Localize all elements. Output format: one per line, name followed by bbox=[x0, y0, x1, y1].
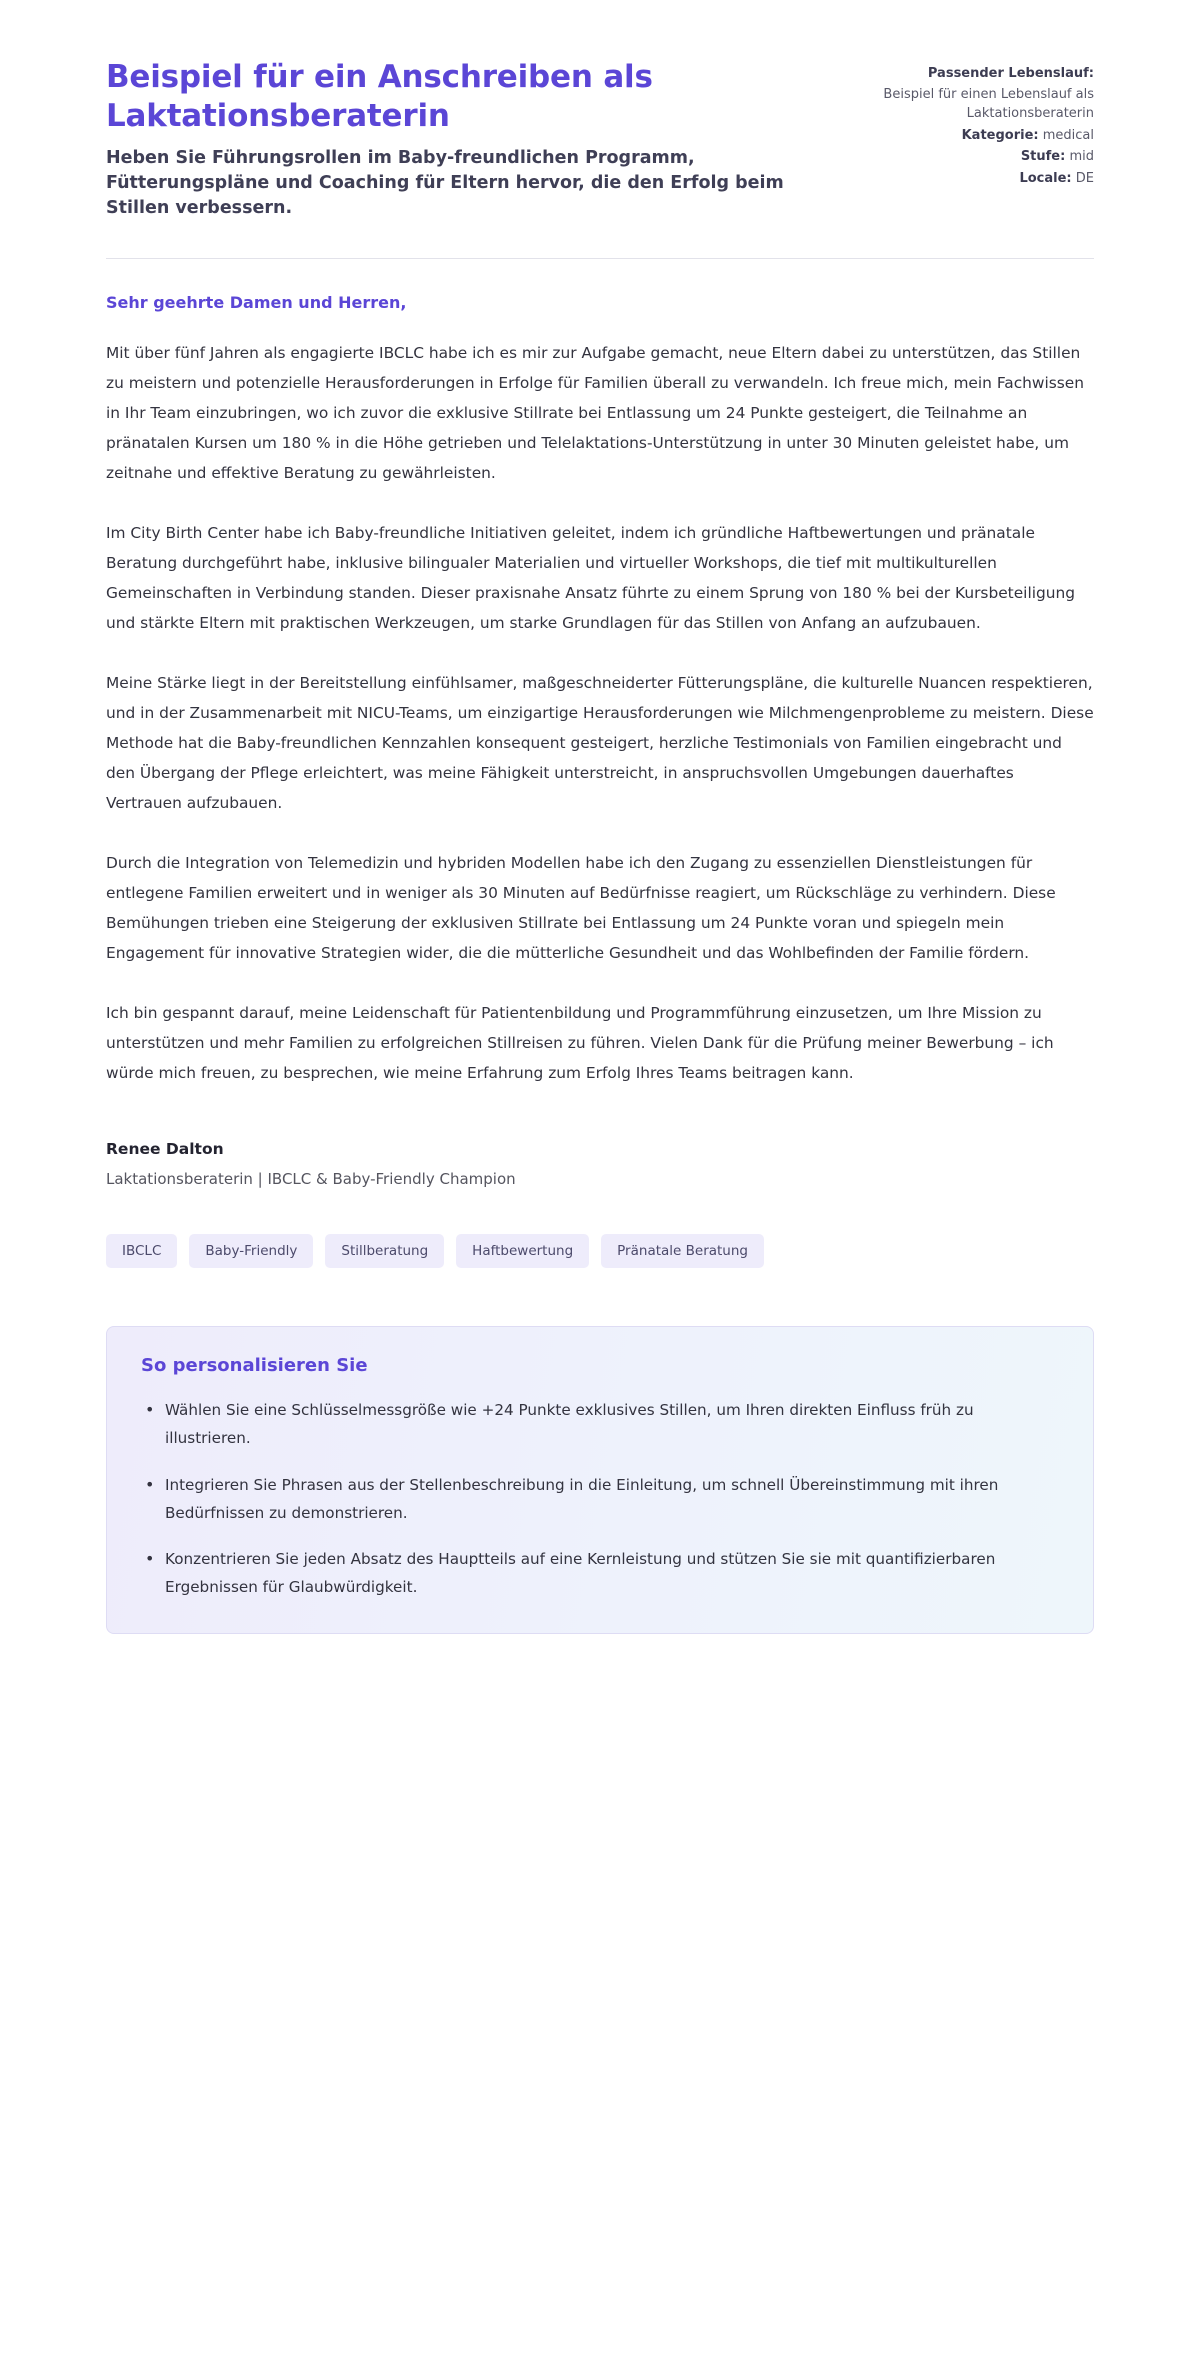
page-title: Beispiel für ein Anschreiben als Laktationsberaterin bbox=[106, 59, 653, 134]
meta-category-label: Kategorie: bbox=[961, 127, 1039, 143]
tag-list bbox=[106, 1234, 1094, 1268]
signature-block bbox=[106, 1140, 1094, 1188]
letter-paragraph: Mit über fünf Jahren als engagierte IBCLC habe ich es mir zur Aufgabe gemacht, neue Eltern dabei zu unterstützen, das Stillen zu meistern und potenzielle Herausforderungen in Erfolge für Familien überall zu verwandeln. Ich freue mich, mein Fachwissen in Ihr Team einzubringen, wo ich zuvor die exklusive Stillrate bei Entlassung um 24 Punkte gesteigert, die Teilnahme an pränatalen Kursen um 180 % in die Höhe getrieben und Telelaktations-Unterstützung in unter 30 Minuten geleistet habe, um zeitnahe und effektive Beratung zu gewährleisten. bbox=[106, 343, 1085, 482]
letter-paragraph: Meine Stärke liegt in der Bereitstellung einfühlsamer, maßgeschneiderter Fütterungspläne, die kulturelle Nuancen respektieren, und in der Zusammenarbeit mit NICU-Teams, um einzigartige Herausforderungen wie Milchmengenprobleme zu meistern. Diese Methode hat die Baby-freundlichen Kennzahlen konsequent gesteigert, herzliche Testimonials von Familien eingebracht und den Übergang der Pflege erleichtert, was meine Fähigkeit unterstreicht, in anspruchsvollen Umgebungen dauerhaftes Vertrauen aufzubauen. bbox=[106, 673, 1094, 813]
signature-name: Renee Dalton bbox=[106, 1140, 224, 1159]
tag-chip[interactable]: Pränatale Beratung bbox=[601, 1234, 764, 1268]
personalization-tips-box bbox=[106, 1326, 1094, 1634]
metadata-panel bbox=[844, 58, 1094, 188]
letter-paragraph: Im City Birth Center habe ich Baby-freundliche Initiativen geleitet, indem ich gründliche Haftbewertungen und pränatale Beratung durchgeführt habe, inklusive bilingualer Materialien und virtueller Workshops, die tief mit multikulturellen Gemeinschaften in Verbindung standen. Dieser praxisnahe Ansatz führte zu einem Sprung von 180 % bei der Kursbeteiligung und stärkte Eltern mit praktischen Werkzeugen, um starke Grundlagen für das Stillen von Anfang an aufzubauen. bbox=[106, 523, 1076, 632]
meta-category-value: medical bbox=[1042, 127, 1094, 143]
tag-chip[interactable]: Haftbewertung bbox=[456, 1234, 589, 1268]
tips-list bbox=[141, 1396, 1059, 1601]
tip-item: • Konzentrieren Sie jeden Absatz des Hauptteils auf eine Kernleistung und stützen Sie sie mit quantifizierbaren Ergebnissen für Glaubwürdigkeit. bbox=[141, 1545, 1059, 1601]
tag-chip[interactable]: Stillberatung bbox=[325, 1234, 444, 1268]
matching-resume-link[interactable]: Beispiel für einen Lebenslauf als Laktationsberaterin bbox=[883, 86, 1094, 121]
meta-locale-label: Locale: bbox=[1019, 170, 1072, 186]
letter-paragraph: Ich bin gespannt darauf, meine Leidenschaft für Patientenbildung und Programmführung einzusetzen, um Ihre Mission zu unterstützen und mehr Familien zu erfolgreichen Stillreisen zu führen. Vielen Dank für die Prüfung meiner Bewerbung – ich würde mich freuen, zu besprechen, wie meine Erfahrung zum Erfolg Ihres Teams beitragen kann. bbox=[106, 1004, 1054, 1083]
matching-resume-label: Passender Lebenslauf: bbox=[927, 66, 1094, 81]
letter-body bbox=[106, 259, 1094, 1089]
tip-item: • Wählen Sie eine Schlüsselmessgröße wie +24 Punkte exklusives Stillen, um Ihren direkten Einfluss früh zu illustrieren. bbox=[141, 1396, 1059, 1452]
meta-locale-value: DE bbox=[1075, 170, 1094, 186]
tip-item: • Integrieren Sie Phrasen aus der Stellenbeschreibung in die Einleitung, um schnell Übereinstimmung mit ihren Bedürfnissen zu demonstrieren. bbox=[141, 1471, 1059, 1527]
page-subtitle: Heben Sie Führungsrollen im Baby-freundlichen Programm, Fütterungspläne und Coaching für Eltern hervor, die den Erfolg beim Stillen verbessern. bbox=[106, 147, 784, 219]
tag-chip[interactable]: IBCLC bbox=[106, 1234, 177, 1268]
meta-locale-row bbox=[844, 169, 1094, 189]
signature-role: Laktationsberaterin | IBCLC & Baby-Friendly Champion bbox=[106, 1170, 516, 1189]
meta-category-row bbox=[844, 126, 1094, 146]
tips-title: So personalisieren Sie bbox=[141, 1355, 368, 1377]
tag-chip[interactable]: Baby-Friendly bbox=[189, 1234, 313, 1268]
document-header bbox=[106, 58, 1094, 222]
meta-level-value: mid bbox=[1069, 149, 1094, 164]
header-text-block bbox=[106, 58, 804, 222]
salutation: Sehr geehrte Damen und Herren, bbox=[106, 292, 407, 312]
meta-level-label: Stufe: bbox=[1020, 149, 1066, 164]
letter-paragraph: Durch die Integration von Telemedizin und hybriden Modellen habe ich den Zugang zu essenziellen Dienstleistungen für entlegene Familien erweitert und in weniger als 30 Minuten auf Bedürfnisse reagiert, um Rückschläge zu verhindern. Diese Bemühungen trieben eine Steigerung der exklusiven Stillrate bei Entlassung um 24 Punkte voran und spiegeln mein Engagement für innovative Strategien wider, die die mütterliche Gesundheit und das Wohlbefinden der Familie fördern. bbox=[106, 854, 1056, 963]
meta-level-row bbox=[844, 147, 1094, 167]
